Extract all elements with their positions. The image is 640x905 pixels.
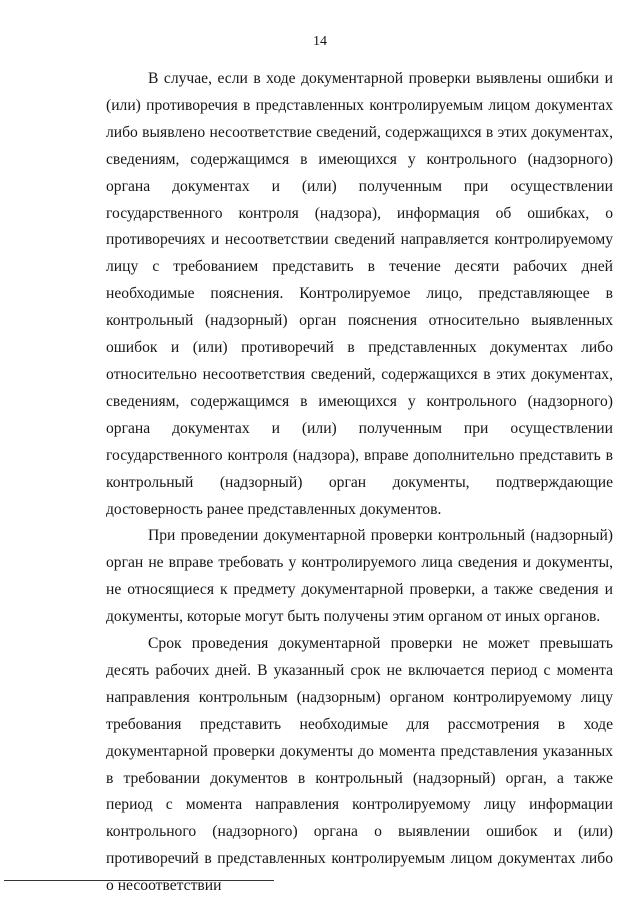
document-body <box>106 66 613 900</box>
footnote-separator <box>4 880 274 881</box>
paragraph-documentary-check-duration: Срок проведения документарной проверки не может превышать десять рабочих дней. В указанный срок не включается период с момента направления контрольным (надзорным) органом контролируемому лицу требования представить необходимые для рассмотрения в ходе документарной проверки документы до момента представления указанных в требовании документов в контрольный (надзорный) орган, а также период с момента направления контролируемому лицу информации контрольного (надзорного) органа о выявлении ошибок и (или) противоречий в представленных контролируемым лицом документах либо о несоответствии <box>106 635 613 895</box>
paragraph-documentary-check-restrictions: При проведении документарной проверки контрольный (надзорный) орган не вправе требовать у контролируемого лица сведения и документы, не относящиеся к предмету документарной проверки, а также сведения и документы, которые могут быть получены этим органом от иных органов. <box>106 527 613 626</box>
page-number: 14 <box>313 34 327 49</box>
paragraph-documentary-check-errors: В случае, если в ходе документарной проверки выявлены ошибки и (или) противоречия в представленных контролируемым лицом документах либо выявлено несоответствие сведений, содержащихся в этих документах, сведениям, содержащимся в имеющихся у контрольного (надзорного) органа документах и (или) полученным при осуществлении государственного контроля (надзора), информация об ошибках, о противоречиях и несоответствии сведений направляется контролируемому лицу с требованием представить в течение десяти рабочих дней необходимые пояснения. Контролируемое лицо, представляющее в контрольный (надзорный) орган пояснения относительно выявленных ошибок и (или) противоречий в представленных документах либо относительно несоответствия сведений, содержащихся в этих документах, сведениям, содержащимся в имеющихся у контрольного (надзорного) органа документах и (или) полученным при осуществлении государственного контроля (надзора), вправе дополнительно представить в контрольный (надзорный) орган документы, подтверждающие достоверность ранее представленных документов. <box>106 70 613 518</box>
